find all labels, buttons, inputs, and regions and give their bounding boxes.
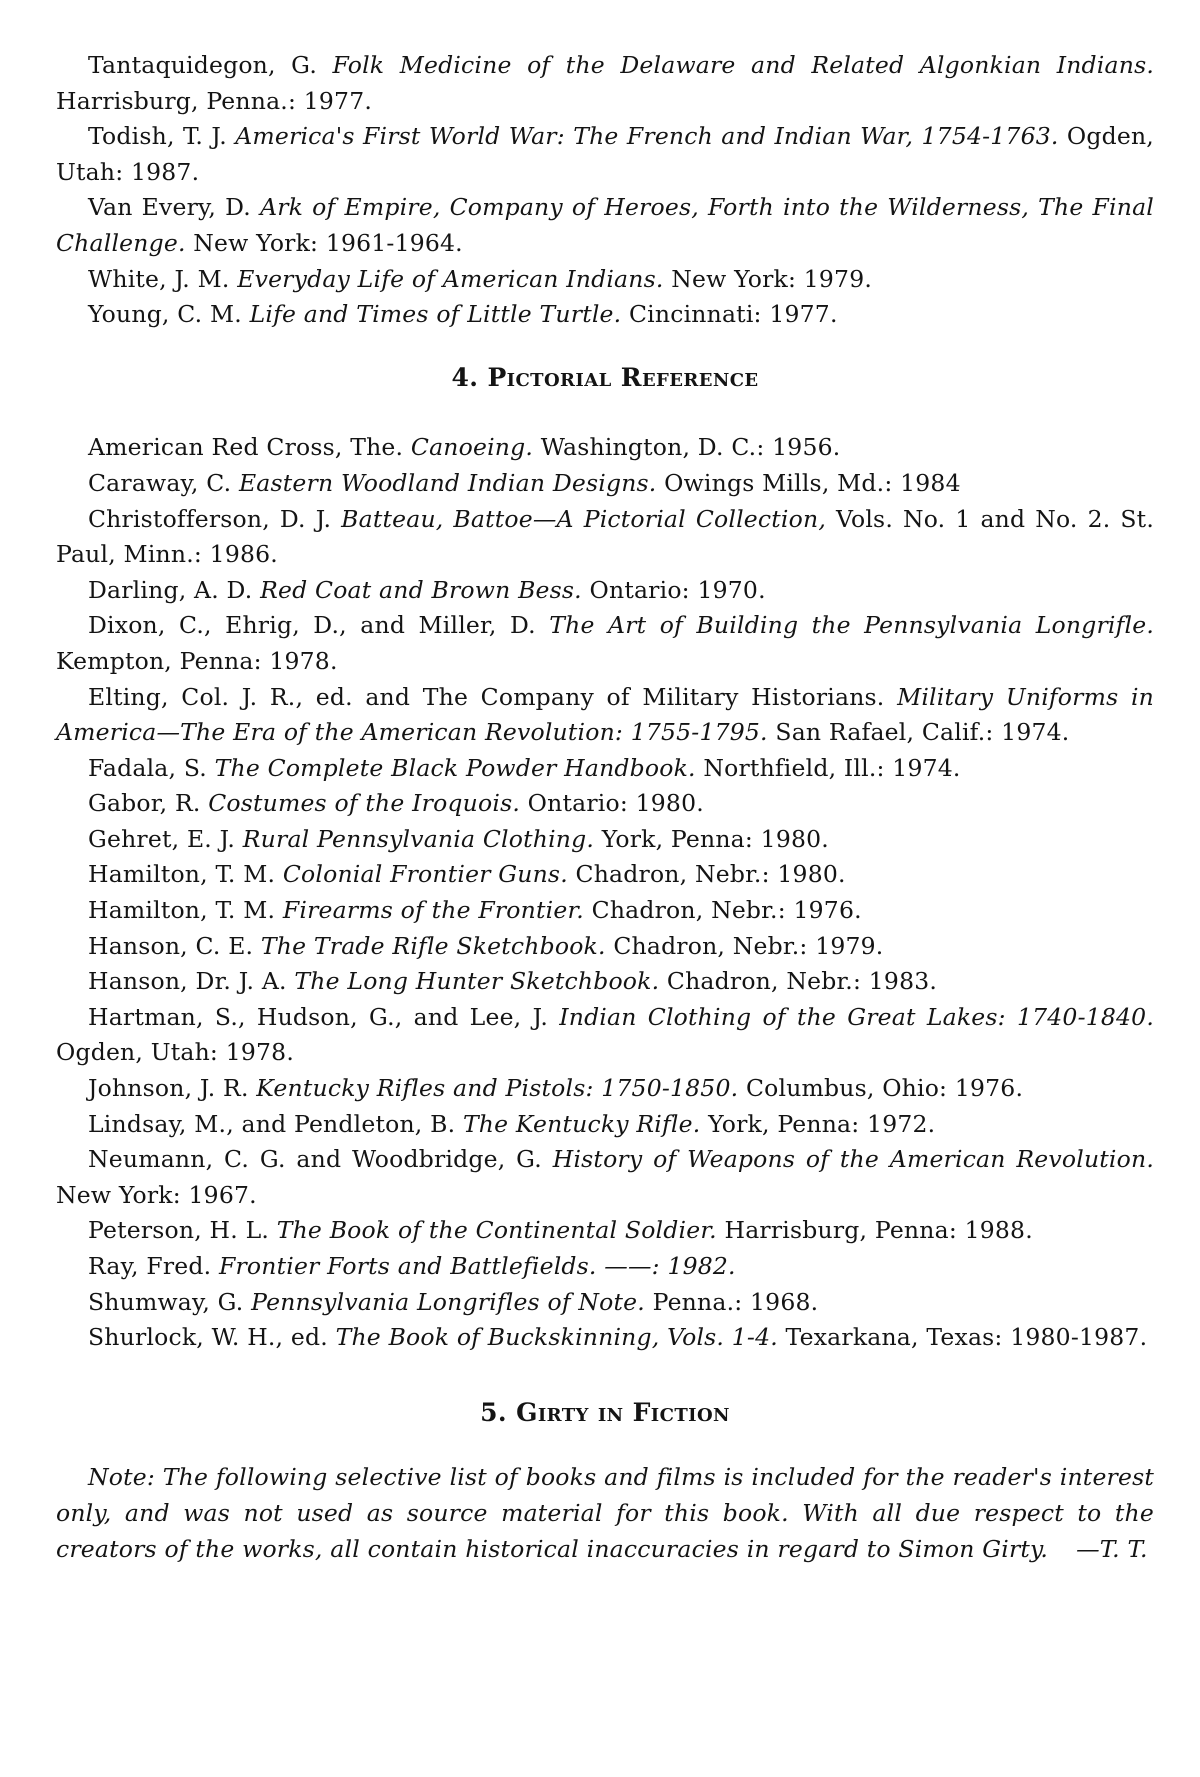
bib-entry: Hanson, Dr. J. A. The Long Hunter Sketchbook. Chadron, Nebr.: 1983. xyxy=(88,967,938,996)
bib-entry: Hartman, S., Hudson, G., and Lee, J. Indian Clothing of the Great Lakes: 1740-1840. Ogden, Utah: 1978. xyxy=(56,1002,1154,1067)
editorial-note xyxy=(56,1460,1154,1567)
bib-entry: Hanson, C. E. The Trade Rifle Sketchbook. Chadron, Nebr.: 1979. xyxy=(88,931,884,960)
bib-entry: Darling, A. D. Red Coat and Brown Bess. Ontario: 1970. xyxy=(88,575,766,604)
bib-entry: Tantaquidegon, G. Folk Medicine of the Delaware and Related Algonkian Indians. Harrisburg, Penna.: 1977. xyxy=(56,51,1154,115)
bib-entry: American Red Cross, The. Canoeing. Washington, D. C.: 1956. xyxy=(88,433,841,462)
bib-entry: Neumann, C. G. and Woodbridge, G. History of Weapons of the American Revolution. New York: 1967. xyxy=(56,1145,1154,1209)
bib-entry: Fadala, S. The Complete Black Powder Handbook. Northfield, Ill.: 1974. xyxy=(88,753,961,782)
section-heading-girty-in-fiction: 5. Girty in Fiction xyxy=(480,1397,730,1427)
section-4-entries xyxy=(56,430,1154,1355)
bib-entry: Gehret, E. J. Rural Pennsylvania Clothing. York, Penna: 1980. xyxy=(88,824,829,853)
bibliography-page xyxy=(56,48,1154,1567)
bib-entry: Ray, Fred. Frontier Forts and Battlefields. ——: 1982. xyxy=(88,1252,736,1280)
bib-entry: White, J. M. Everyday Life of American Indians. New York: 1979. xyxy=(88,264,873,293)
section-3-tail xyxy=(56,48,1154,333)
bib-entry: Van Every, D. Ark of Empire, Company of Heroes, Forth into the Wilderness, The Final Challenge. New York: 1961-1964. xyxy=(56,193,1155,257)
bib-entry: Shumway, G. Pennsylvania Longrifles of Note. Penna.: 1968. xyxy=(88,1287,819,1316)
bib-entry: Christofferson, D. J. Batteau, Battoe—A Pictorial Collection, Vols. No. 1 and No. 2. St. Paul, Minn.: 1986. xyxy=(56,504,1154,569)
bib-entry: Shurlock, W. H., ed. The Book of Buckskinning, Vols. 1-4. Texarkana, Texas: 1980-1987. xyxy=(88,1323,1148,1352)
bib-entry: Todish, T. J. America's First World War: The French and Indian War, 1754-1763. Ogden, Utah: 1987. xyxy=(56,122,1154,186)
section-heading-pictorial-reference: 4. Pictorial Reference xyxy=(451,362,759,392)
bib-entry: Lindsay, M., and Pendleton, B. The Kentucky Rifle. York, Penna: 1972. xyxy=(88,1109,936,1138)
bib-entry: Hamilton, T. M. Colonial Frontier Guns. Chadron, Nebr.: 1980. xyxy=(88,860,846,889)
note-text: Note: The following selective list of books and films is included for the reader's interest only, and was not used as source material for this book. With all due respect to the creators of the works, all contain historical inaccuracies in regard to Simon Girty. xyxy=(56,1463,1154,1563)
bib-entry: Young, C. M. Life and Times of Little Turtle. Cincinnati: 1977. xyxy=(88,300,838,329)
bib-entry: Gabor, R. Costumes of the Iroquois. Ontario: 1980. xyxy=(88,789,704,818)
bib-entry: Peterson, H. L. The Book of the Continental Soldier. Harrisburg, Penna: 1988. xyxy=(88,1216,1033,1245)
note-signature: —T. T. xyxy=(1076,1534,1148,1563)
bib-entry: Johnson, J. R. Kentucky Rifles and Pistols: 1750-1850. Columbus, Ohio: 1976. xyxy=(88,1074,1024,1103)
bib-entry: Elting, Col. J. R., ed. and The Company of Military Historians. Military Uniforms in America—The Era of the American Revolution: 1755-1795. San Rafael, Calif.: 1974. xyxy=(56,682,1154,747)
bib-entry: Dixon, C., Ehrig, D., and Miller, D. The Art of Building the Pennsylvania Longrifle. Kempton, Penna: 1978. xyxy=(56,611,1154,675)
bib-entry: Hamilton, T. M. Firearms of the Frontier. Chadron, Nebr.: 1976. xyxy=(88,896,862,925)
bib-entry: Caraway, C. Eastern Woodland Indian Designs. Owings Mills, Md.: 1984 xyxy=(88,468,961,497)
